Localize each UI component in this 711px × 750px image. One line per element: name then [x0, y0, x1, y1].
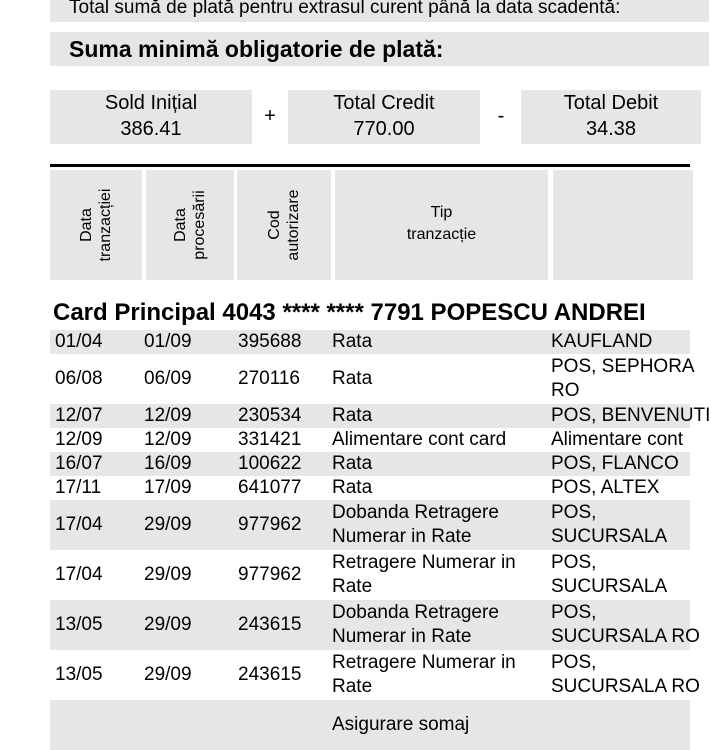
auth-code-cell: 395688: [238, 331, 302, 352]
transaction-type-cell: Rata: [332, 477, 373, 498]
transaction-date-cell: 12/09: [55, 429, 103, 450]
auth-code-cell: 977962: [238, 564, 302, 585]
total-due-statement: [50, 0, 709, 22]
transaction-details-cell: POS, BENVENUTI: [551, 405, 711, 426]
processing-date-cell: 06/09: [144, 368, 192, 389]
transaction-type-cell: Asigurare somaj: [332, 714, 470, 735]
processing-date-cell: 17/09: [144, 477, 192, 498]
table-row: [50, 500, 690, 550]
processing-date-cell: 29/09: [144, 664, 192, 685]
transaction-details-cell: POS, SUCURSALA: [551, 552, 668, 597]
transaction-details-cell: KAUFLAND: [551, 331, 653, 352]
transaction-date-cell: 17/04: [55, 564, 103, 585]
transaction-details-cell: POS, ALTEX: [551, 477, 660, 498]
transaction-type-cell: Rata: [332, 368, 373, 389]
processing-date-cell: 29/09: [144, 514, 192, 535]
transaction-date-cell: 06/08: [55, 368, 103, 389]
summary-label: Total Credit: [333, 92, 435, 114]
transaction-type-cell: Alimentare cont card: [332, 429, 507, 450]
summary-label: Sold Inițial: [104, 92, 198, 114]
transaction-date-cell: 13/05: [55, 664, 103, 685]
processing-date-cell: [144, 700, 234, 750]
processing-date-cell: 29/09: [144, 614, 192, 635]
transaction-type-cell: Retragere Numerar in Rate: [332, 652, 516, 697]
transaction-date-cell: 01/04: [55, 331, 103, 352]
auth-code-cell: 331421: [238, 429, 302, 450]
summary-box-total-debit: [521, 90, 701, 144]
summary-value: 770.00: [353, 118, 415, 140]
processing-date-cell: 16/09: [144, 453, 192, 474]
minimum-payment-heading: [50, 32, 709, 66]
column-header-label: Data procesării: [172, 190, 208, 260]
processing-date-cell: 12/09: [144, 405, 192, 426]
column-header-label: Cod autorizare: [266, 189, 302, 261]
column-header-auth-code: [237, 170, 331, 280]
summary-operator-minus: -: [497, 105, 505, 127]
transaction-date-cell: 12/07: [55, 405, 103, 426]
table-row: [50, 476, 690, 500]
summary-value: 34.38: [585, 118, 637, 140]
column-header-label: Data tranzacției: [78, 188, 114, 262]
transaction-type-cell: Dobanda Retragere Numerar in Rate: [332, 602, 499, 647]
transaction-details-cell: Alimentare cont: [551, 429, 684, 450]
auth-code-cell: [238, 700, 326, 750]
transaction-type-cell: Dobanda Retragere Numerar in Rate: [332, 502, 499, 547]
transaction-type-cell: Rata: [332, 405, 373, 426]
column-header-processing-date: [146, 170, 234, 280]
auth-code-cell: 641077: [238, 477, 302, 498]
summary-label: Total Debit: [563, 92, 659, 114]
transaction-date-cell: 13/05: [55, 614, 103, 635]
table-row: [50, 404, 711, 428]
summary-box-initial-balance: [50, 90, 252, 144]
column-header-transaction-type: [335, 170, 548, 280]
transaction-details-cell: POS, FLANCO: [551, 453, 679, 474]
transaction-date-cell: [55, 700, 140, 750]
table-row: [50, 452, 690, 476]
transaction-details-cell: POS, SUCURSALA: [551, 502, 668, 547]
table-row: [50, 650, 700, 700]
transaction-date-cell: 17/11: [55, 477, 102, 498]
table-row: [50, 330, 690, 354]
auth-code-cell: 977962: [238, 514, 302, 535]
transaction-date-cell: 17/04: [55, 514, 103, 535]
auth-code-cell: 270116: [238, 368, 300, 389]
summary-value: 386.41: [120, 118, 182, 140]
auth-code-cell: 243615: [238, 664, 302, 685]
transaction-type-cell: Retragere Numerar in Rate: [332, 552, 516, 597]
column-header-details: [553, 170, 693, 280]
processing-date-cell: 01/09: [144, 331, 192, 352]
table-row: [50, 428, 690, 452]
processing-date-cell: 12/09: [144, 429, 192, 450]
transaction-details-cell: POS, SEPHORA RO: [551, 356, 694, 401]
table-row: [50, 550, 690, 600]
column-header-transaction-date: [50, 170, 142, 280]
minimum-payment-label: Suma minimă obligatorie de plată:: [69, 36, 444, 62]
table-top-rule: [50, 164, 690, 167]
processing-date-cell: 29/09: [144, 564, 192, 585]
total-due-text: Total sumă de plată pentru extrasul curent până la data scadentă:: [69, 0, 621, 18]
transaction-details-cell: POS, SUCURSALA RO: [551, 602, 700, 647]
table-row: [50, 700, 690, 750]
summary-operator-plus: +: [264, 105, 276, 127]
auth-code-cell: 100622: [238, 453, 302, 474]
transaction-details-cell: POS, SUCURSALA RO: [551, 652, 700, 697]
table-row: [50, 600, 700, 650]
transaction-type-cell: Rata: [332, 453, 373, 474]
transaction-date-cell: 16/07: [55, 453, 103, 474]
auth-code-cell: 230534: [238, 405, 302, 426]
summary-box-total-credit: [288, 90, 480, 144]
transaction-type-cell: Rata: [332, 331, 373, 352]
card-title: Card Principal 4043 **** **** 7791 POPESCU ANDREI: [53, 299, 646, 326]
transaction-details-cell: [551, 700, 711, 750]
transactions-table-body: [50, 330, 711, 750]
table-row: [50, 354, 694, 404]
auth-code-cell: 243615: [238, 614, 302, 635]
column-header-label: Tip tranzacție: [406, 204, 477, 243]
